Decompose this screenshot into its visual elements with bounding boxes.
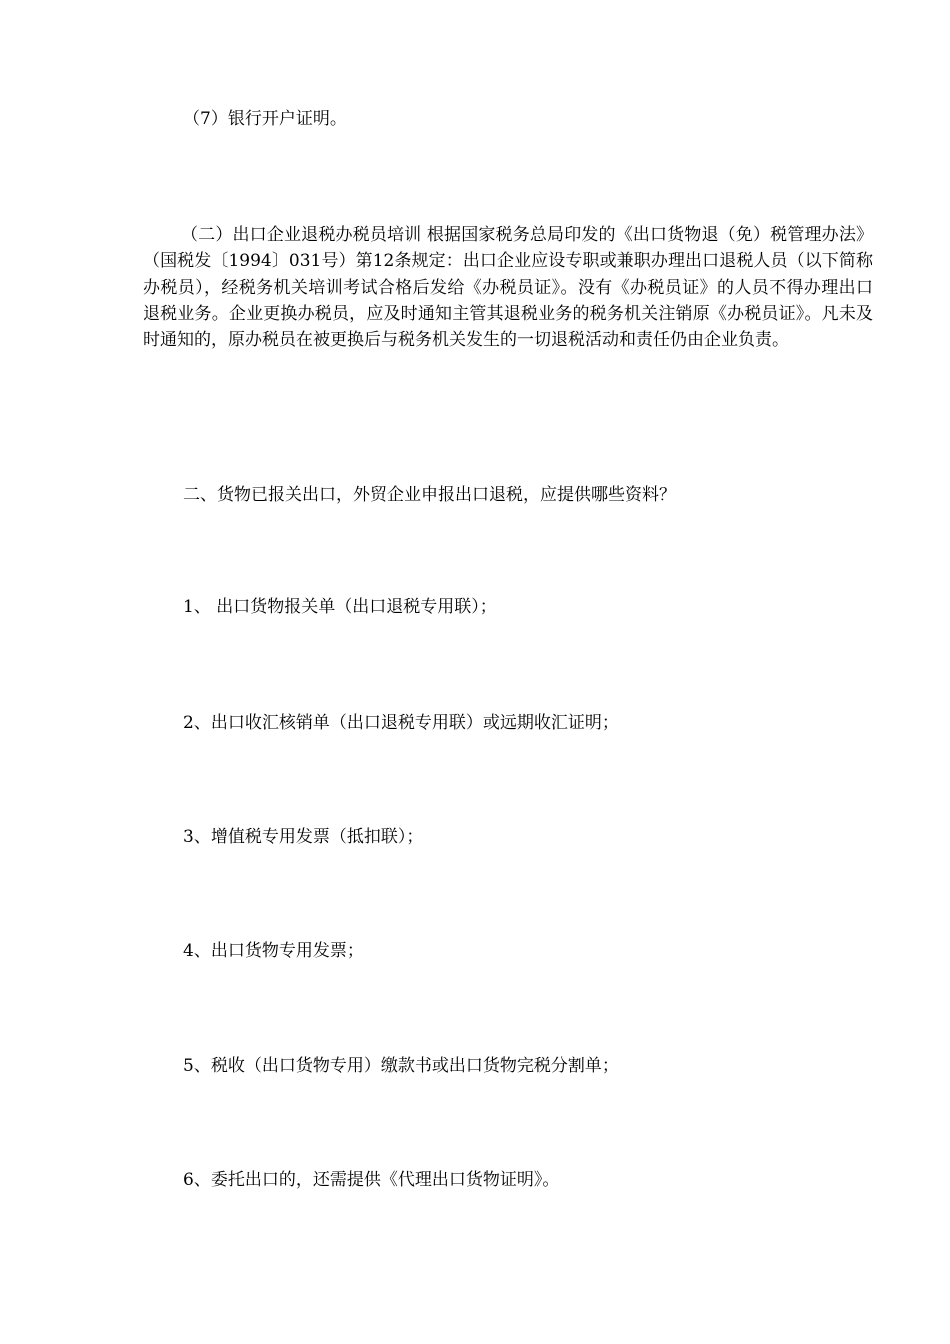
- question-heading: 二、货物已报关出口，外贸企业申报出口退税，应提供哪些资料？: [183, 485, 676, 505]
- list-item: 5、税收（出口货物专用）缴款书或出口货物完税分割单；: [183, 1056, 619, 1076]
- item-7-bank-account-proof: （7）银行开户证明。: [183, 109, 347, 129]
- list-item: 2、出口收汇核销单（出口退税专用联）或远期收汇证明；: [183, 713, 619, 733]
- list-item: 4、出口货物专用发票；: [183, 941, 364, 961]
- list-item: 1、 出口货物报关单（出口退税专用联）；: [183, 597, 497, 617]
- section-two-paragraph: （二）出口企业退税办税员培训 根据国家税务总局印发的《出口货物退（免）税管理办法》（国税发〔1994〕031号）第12条规定：出口企业应设专职或兼职办理出口退税人员（以下简称办税员），经税务机关培训考试合格后发给《办税员证》。没有《办税员证》的人员不得办理出口退税业务。企业更换办税员，应及时通知主管其退税业务的税务机关注销原《办税员证》。凡未及时通知的，原办税员在被更换后与税务机关发生的一切退税活动和责任仍由企业负责。: [143, 225, 873, 351]
- list-item: 3、增值税专用发票（抵扣联）；: [183, 827, 424, 847]
- list-item: 6、委托出口的，还需提供《代理出口货物证明》。: [183, 1170, 560, 1190]
